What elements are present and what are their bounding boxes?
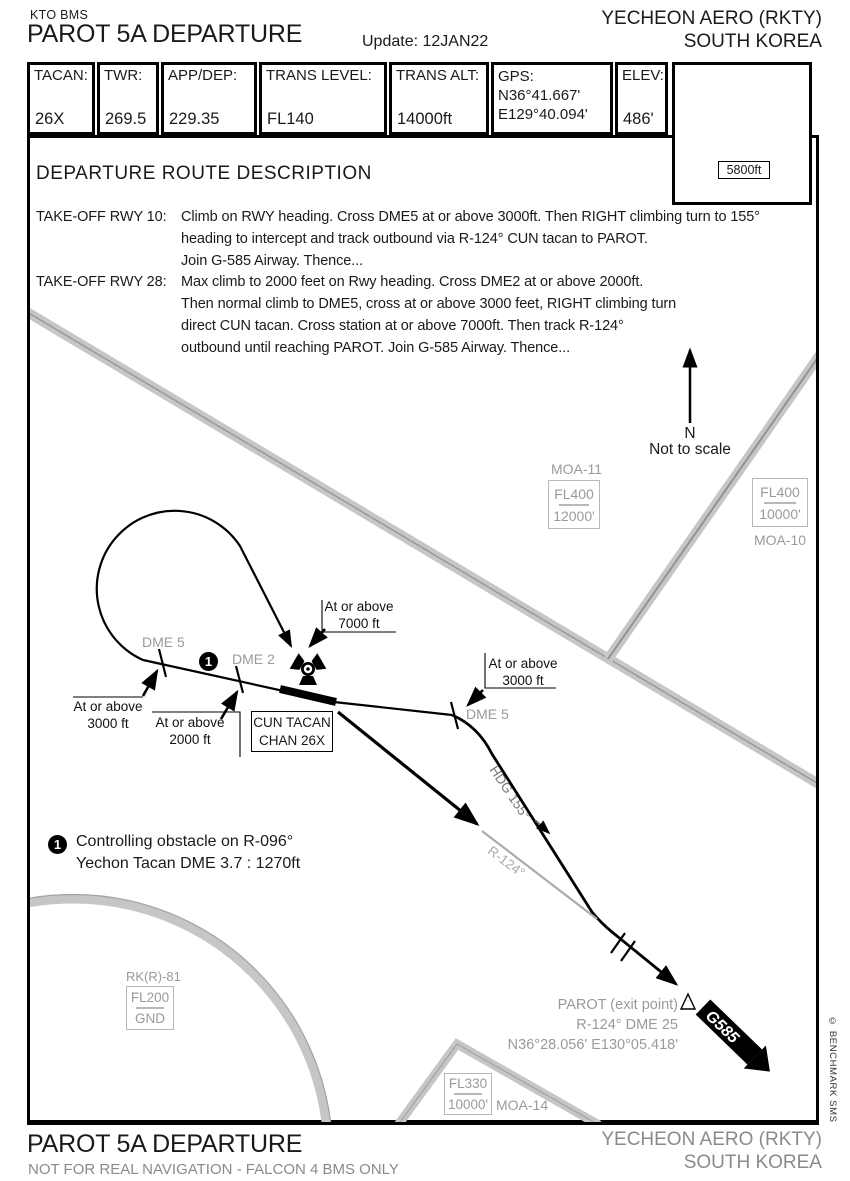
moa10-altitude-box	[752, 478, 808, 527]
moa11-altitude-box	[548, 480, 600, 529]
translevel-value: FL140	[267, 110, 314, 128]
obstacle-marker-map: 1	[199, 652, 218, 671]
arrow-3000-right	[468, 690, 483, 705]
callout-3000-left	[71, 698, 145, 732]
rwy10-line3: Join G-585 Airway. Thence...	[181, 253, 364, 269]
airport-name: YECHEON AERO (RKTY)	[601, 8, 822, 29]
parot-radial-dme: R-124° DME 25	[576, 1017, 678, 1033]
cun-tacan-box	[251, 711, 333, 752]
footer-title: PAROT 5A DEPARTURE	[27, 1130, 303, 1158]
cell-appdep	[161, 62, 257, 135]
rkr81-bottom: GND	[135, 1011, 165, 1026]
program-label: KTO BMS	[30, 8, 89, 22]
dme5-right-label: DME 5	[466, 706, 509, 722]
cell-transalt	[389, 62, 489, 135]
dme2-label: DME 2	[232, 651, 275, 667]
cell-tacan	[27, 62, 95, 135]
g585-label: G585	[701, 1007, 742, 1047]
tacan-station-icon	[290, 653, 327, 685]
cell-translevel	[259, 62, 387, 135]
rwy28-label: TAKE-OFF RWY 28:	[36, 274, 167, 290]
moa11-bottom: 12000'	[553, 507, 595, 524]
rkr81-top: FL200	[130, 990, 170, 1005]
callout-2000	[151, 714, 229, 748]
callout-7000	[323, 598, 395, 632]
moa11-label: MOA-11	[551, 461, 603, 477]
cun-tacan-name: CUN TACAN	[253, 715, 331, 730]
footer-disclaimer: NOT FOR REAL NAVIGATION - FALCON 4 BMS ONLY	[28, 1161, 399, 1178]
footer-country: SOUTH KOREA	[683, 1152, 822, 1173]
callout-7000-line1: At or above	[324, 599, 394, 614]
rwy28-line1: Max climb to 2000 feet on Rwy heading. Cross DME2 at or above 2000ft.	[181, 274, 644, 290]
obstacle-marker-note: 1	[48, 835, 67, 854]
hdg155-label: HDG 155°	[486, 763, 534, 823]
moa10-top: FL400	[760, 483, 800, 500]
callout-3000-right	[487, 655, 559, 689]
rkr81-altitude-box	[126, 986, 174, 1030]
restricted-area-arc-edge	[0, 895, 333, 1181]
rwy10-line1: Climb on RWY heading. Cross DME5 at or above 3000ft. Then RIGHT climbing turn to 155°	[181, 209, 760, 225]
callout-3000-left-line2: 3000 ft	[87, 716, 129, 731]
moa10-label: MOA-10	[753, 532, 807, 548]
rwy28-line2: Then normal climb to DME5, cross at or above 3000 feet, RIGHT climbing turn	[181, 296, 677, 312]
callout-3000-right-line1: At or above	[488, 656, 558, 671]
parot-name: PAROT (exit point)	[557, 997, 678, 1013]
hdg155-track	[452, 715, 676, 984]
rwy28-line4: outbound until reaching PAROT. Join G-585 Airway. Thence...	[181, 340, 571, 356]
north-label: N	[684, 425, 696, 442]
r124-radial-line	[482, 831, 597, 919]
arrow-3000-left	[143, 671, 157, 696]
route-description-heading: DEPARTURE ROUTE DESCRIPTION	[36, 163, 372, 184]
rwy10-line2: heading to intercept and track outbound via R-124° CUN tacan to PAROT.	[181, 231, 648, 247]
callout-3000-right-line2: 3000 ft	[502, 673, 544, 688]
translevel-label: TRANS LEVEL:	[266, 67, 372, 84]
rwy10-centerline	[334, 702, 452, 715]
callout-2000-line2: 2000 ft	[169, 732, 211, 747]
moa10-divider	[764, 502, 796, 504]
restricted-area-arc	[0, 899, 328, 1181]
gps-lon: E129°40.094'	[498, 106, 588, 123]
gps-lat: N36°41.667'	[498, 87, 581, 104]
obstacle-note-line2: Yechon Tacan DME 3.7 : 1270ft	[76, 855, 301, 872]
footer-airport: YECHEON AERO (RKTY)	[601, 1129, 822, 1150]
cun-tacan-channel: CHAN 26X	[258, 733, 326, 748]
rkr81-label: RK(R)-81	[126, 969, 181, 984]
callout-3000-left-line1: At or above	[73, 699, 143, 714]
transalt-value: 14000ft	[397, 110, 453, 128]
rwy10-label: TAKE-OFF RWY 10:	[36, 209, 167, 225]
msa-altitude: 5800ft	[718, 161, 770, 179]
elev-label: ELEV:	[622, 67, 664, 84]
parot-coordinates: N36°28.056' E130°05.418'	[507, 1037, 678, 1053]
dme2-tick	[236, 666, 243, 693]
dme5-left-label: DME 5	[142, 634, 185, 650]
page-title: PAROT 5A DEPARTURE	[27, 20, 303, 48]
gps-label: GPS:	[498, 68, 534, 85]
tacan-label: TACAN:	[34, 67, 88, 84]
header-airport-block	[601, 7, 822, 53]
moa14-top: FL330	[448, 1076, 488, 1091]
elev-value: 486'	[623, 110, 654, 128]
rwy28-line3: direct CUN tacan. Cross station at or above 7000ft. Then track R-124°	[181, 318, 624, 334]
twr-value: 269.5	[105, 110, 147, 128]
moa10-bottom: 10000'	[759, 505, 801, 522]
moa14-label: MOA-14	[496, 1097, 549, 1113]
scale-note: Not to scale	[649, 441, 731, 458]
cell-gps	[491, 62, 613, 135]
g585-airway-banner	[692, 995, 781, 1083]
cell-elev	[615, 62, 668, 135]
msa-box	[672, 62, 812, 205]
route-hash-marks	[611, 933, 635, 961]
runway-bar	[280, 689, 336, 702]
climbing-turn-loop	[97, 511, 291, 660]
callout-7000-line2: 7000 ft	[338, 616, 380, 631]
parot-triangle-icon	[681, 994, 695, 1009]
copyright-text: © BENCHMARK SMS	[827, 1016, 838, 1123]
moa11-divider	[559, 504, 589, 506]
r124-outbound-arrow	[338, 712, 477, 824]
appdep-label: APP/DEP:	[168, 67, 238, 84]
tacan-value: 26X	[35, 110, 65, 128]
r124-label: R-124°	[484, 843, 528, 881]
moa14-altitude-box	[444, 1073, 492, 1115]
obstacle-note-line1: Controlling obstacle on R-096°	[76, 833, 294, 850]
transalt-label: TRANS ALT:	[396, 67, 480, 84]
road-diagonal-main-stripe	[27, 312, 822, 786]
appdep-value: 229.35	[169, 110, 220, 128]
callout-2000-line1: At or above	[155, 715, 225, 730]
cell-twr	[97, 62, 159, 135]
rkr81-divider	[136, 1007, 164, 1009]
update-date: Update: 12JAN22	[362, 33, 489, 50]
country-name: SOUTH KOREA	[683, 31, 822, 52]
moa11-top: FL400	[554, 485, 594, 502]
twr-label: TWR:	[104, 67, 143, 84]
moa14-divider	[454, 1093, 482, 1095]
moa14-bottom: 10000'	[447, 1097, 489, 1112]
